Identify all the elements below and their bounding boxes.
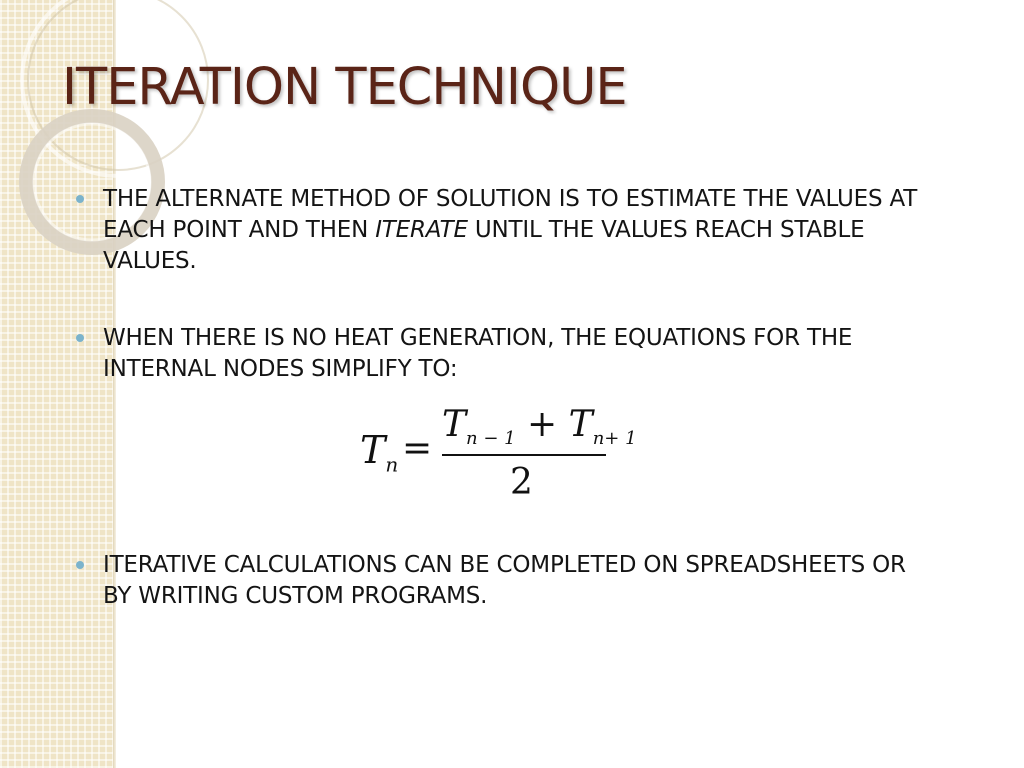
bullet-dot-icon	[76, 195, 84, 203]
bullet-dot-icon	[76, 334, 84, 342]
iteration-equation	[358, 404, 637, 504]
bullet-3-text: ITERATIVE CALCULATIONS CAN BE COMPLETED ON SPREADSHEETS OR BY WRITING CUSTOM PROGRAMS.	[103, 552, 906, 609]
bullet-1-text-end: UNTIL THE VALUES REACH STABLE VALUES.	[103, 217, 865, 274]
equation-term2-subscript: n+ 1	[592, 428, 637, 450]
bullet-dot-icon	[76, 561, 84, 569]
bullet-1-emphasis: ITERATE	[375, 217, 468, 243]
equation-denominator: 2	[510, 462, 533, 503]
equation-term1-symbol: T	[442, 404, 467, 445]
equation-numerator	[442, 404, 637, 449]
bullet-item-3	[103, 550, 933, 612]
equation-plus-sign: +	[527, 404, 558, 445]
equation-lhs	[360, 428, 398, 477]
bullet-item-2	[103, 323, 933, 385]
equation-equals-sign: =	[402, 428, 433, 469]
bullet-2-text: WHEN THERE IS NO HEAT GENERATION, THE EQUATIONS FOR THE INTERNAL NODES SIMPLIFY TO:	[103, 325, 853, 382]
equation-fraction-bar	[442, 454, 606, 456]
equation-term1-subscript: n − 1	[466, 428, 516, 450]
equation-lhs-symbol: T	[360, 428, 386, 472]
equation-lhs-subscript: n	[385, 452, 399, 477]
slide-title: ITERATION TECHNIQUE	[62, 58, 627, 117]
bullet-item-1	[103, 184, 933, 277]
bullet-1-text-start: THE ALTERNATE METHOD OF SOLUTION IS TO ESTIMATE THE VALUES AT EACH POINT AND THEN	[103, 186, 918, 243]
equation-term2-symbol: T	[568, 404, 593, 445]
